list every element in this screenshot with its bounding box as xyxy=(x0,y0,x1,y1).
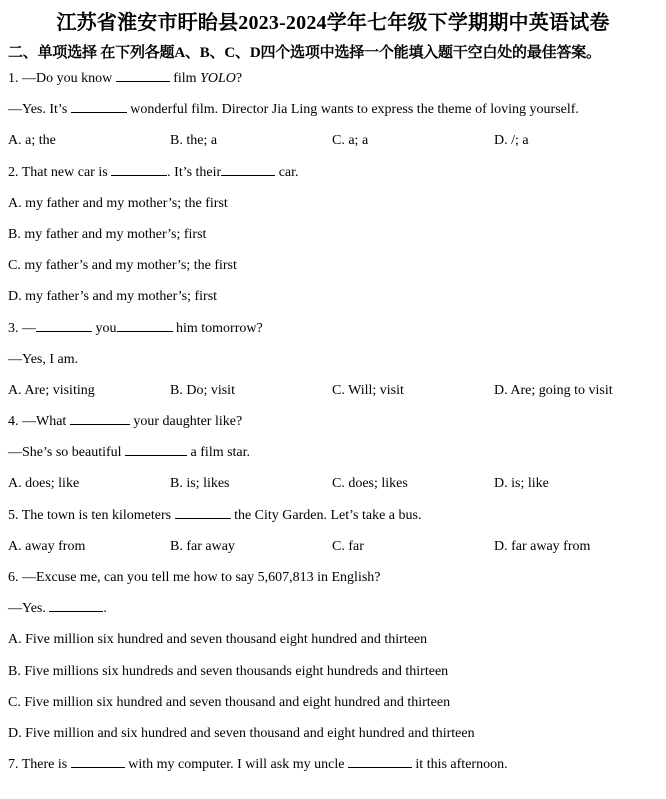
q5-stem: 5. The town is ten kilometers the City Garden. Let’s take a bus. xyxy=(8,500,658,531)
option-a: A. Are; visiting xyxy=(8,382,95,398)
option-a: A. does; like xyxy=(8,476,80,492)
option-c: C. a; a xyxy=(332,133,369,149)
q1-reply: —Yes. It’s wonderful film. Director Jia Ling wants to express the theme of loving yourself. xyxy=(8,94,658,125)
option-c: C. far xyxy=(332,538,364,554)
q4-stem: 4. —What your daughter like? xyxy=(8,406,658,437)
option-c: C. Five million six hundred and seven thousand and eight hundred and thirteen xyxy=(8,694,451,710)
option-c: C. my father’s and my mother’s; the first xyxy=(8,258,237,274)
q4-reply: —She’s so beautiful a film star. xyxy=(8,437,658,468)
q2-stem: 2. That new car is . It’s their car. xyxy=(8,157,658,188)
blank xyxy=(49,598,103,612)
option-b: B. is; likes xyxy=(170,476,230,492)
option-d: D. far away from xyxy=(494,538,591,554)
option-c: C. Will; visit xyxy=(332,382,404,398)
option-b: B. Do; visit xyxy=(170,382,235,398)
blank xyxy=(117,318,173,332)
q3-stem: 3. — you him tomorrow? xyxy=(8,313,658,344)
option-d: D. Five million and six hundred and seven thousand and eight hundred and thirteen xyxy=(8,725,475,741)
blank xyxy=(71,754,125,768)
q1-options xyxy=(8,125,658,156)
q4-options xyxy=(8,468,658,499)
q3-reply: —Yes, I am. xyxy=(8,351,79,367)
blank xyxy=(348,754,412,768)
blank xyxy=(71,99,127,113)
option-b: B. Five millions six hundreds and seven thousands eight hundreds and thirteen xyxy=(8,663,449,679)
option-b: B. far away xyxy=(170,538,235,554)
option-c: C. does; likes xyxy=(332,476,408,492)
blank xyxy=(111,162,167,176)
option-d: D. /; a xyxy=(494,133,529,149)
blank xyxy=(221,162,275,176)
option-a: A. a; the xyxy=(8,133,56,149)
q3-options xyxy=(8,375,658,406)
option-a: A. away from xyxy=(8,538,86,554)
option-a: A. my father and my mother’s; the first xyxy=(8,195,228,211)
option-b: B. the; a xyxy=(170,133,218,149)
blank xyxy=(116,68,170,82)
blank xyxy=(70,411,130,425)
q7-stem: 7. There is with my computer. I will ask my uncle it this afternoon. xyxy=(8,749,658,780)
option-d: D. my father’s and my mother’s; first xyxy=(8,289,218,305)
q6-stem: 6. —Excuse me, can you tell me how to say 5,607,813 in English? xyxy=(8,570,381,585)
option-d: D. is; like xyxy=(494,476,549,492)
exam-title: 江苏省淮安市盱眙县2023-2024学年七年级下学期期中英语试卷 xyxy=(56,12,610,34)
blank xyxy=(125,442,187,456)
q1-stem: 1. —Do you know film YOLO? xyxy=(8,63,658,94)
option-a: A. Five million six hundred and seven thousand eight hundred and thirteen xyxy=(8,632,428,648)
option-b: B. my father and my mother’s; first xyxy=(8,226,207,242)
q6-reply: —Yes. . xyxy=(8,593,658,624)
option-d: D. Are; going to visit xyxy=(494,382,613,398)
blank xyxy=(175,505,231,519)
q5-options xyxy=(8,531,658,562)
section-heading: 二、单项选择 在下列各题A、B、C、D四个选项中选择一个能填入题干空白处的最佳答案。 xyxy=(8,45,601,61)
blank xyxy=(36,318,92,332)
